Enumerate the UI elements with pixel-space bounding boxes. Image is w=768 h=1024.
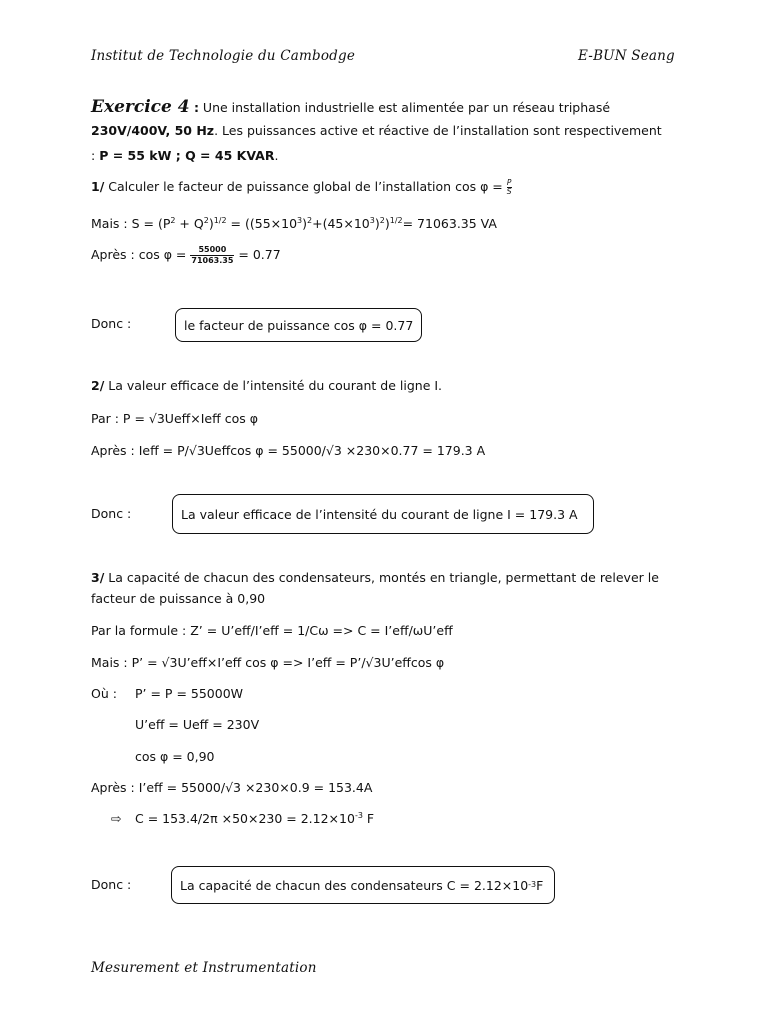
answer-3-text: La capacité de chacun des condensateurs C = 2.12×10 — [180, 877, 529, 893]
fraction-numerator: 55000 — [190, 245, 234, 256]
formula-part: ) — [374, 216, 380, 231]
formula-part: ) — [384, 216, 390, 231]
exponent: 3 — [297, 215, 303, 225]
exercise-intro-line-3 — [91, 148, 278, 163]
network-spec: 230V/400V, 50 Hz — [91, 123, 215, 138]
exponent: 2 — [170, 215, 176, 225]
exercise-title: Exercice 4 — [91, 97, 190, 117]
apparent-power-formula — [91, 216, 497, 231]
question-2 — [91, 378, 442, 393]
power-factor-calc-fraction — [190, 245, 234, 266]
answer-box-2: La valeur efficace de l’intensité du courant de ligne I = 179.3 A — [172, 494, 594, 534]
calculation-result: = 0.77 — [238, 247, 281, 262]
fraction-denominator: 71063.35 — [191, 256, 234, 265]
capacitance-calculation — [135, 811, 374, 826]
fraction-denominator: S — [506, 187, 512, 196]
impedance-formula: Par la formule : Z’ = U’eff/I’eff = 1/Cω => C = I’eff/ωU’eff — [91, 623, 453, 638]
header-author: E-BUN Seang — [578, 48, 675, 64]
formula-part: ) — [208, 216, 214, 231]
formula-result: = 71063.35 VA — [402, 216, 497, 231]
capacitance-unit: F — [362, 811, 375, 826]
question-3-line-1 — [91, 570, 659, 585]
question-3-number: 3/ — [91, 570, 105, 585]
formula-part: ) — [302, 216, 308, 231]
donc-label-2: Donc : — [91, 506, 132, 521]
power-factor-fraction — [507, 179, 512, 196]
question-2-text: La valeur efficace de l’intensité du courant de ligne I. — [104, 378, 443, 393]
fraction-numerator: P — [506, 178, 512, 187]
formula-part: +(45×10 — [312, 216, 370, 231]
exponent: 1/2 — [389, 215, 403, 225]
power-values: P = 55 kW ; Q = 45 KVAR — [99, 148, 275, 163]
header-institution: Institut de Technologie du Cambodge — [91, 48, 356, 64]
formula-part: Mais : S = (P — [91, 216, 171, 231]
exercise-intro-text-2: . Les puissances active et réactive de l’installation sont respectivement — [214, 123, 662, 138]
current-calculation: Après : Ieff = P/√3Ueffcos φ = 55000/√3 ×230×0.77 = 179.3 A — [91, 443, 486, 458]
donc-label-1: Donc : — [91, 316, 132, 331]
power-formula: Par : P = √3Ueff×Ieff cos φ — [91, 411, 258, 426]
where-label: Où : — [91, 686, 117, 701]
question-2-number: 2/ — [91, 378, 105, 393]
exponent: 2 — [307, 215, 313, 225]
answer-box-1: le facteur de puissance cos φ = 0.77 — [175, 308, 422, 342]
intro-prefix: : — [91, 148, 100, 163]
donc-label-3: Donc : — [91, 877, 132, 892]
given-power: P’ = P = 55000W — [135, 686, 244, 701]
exercise-intro-line-2 — [91, 123, 662, 138]
exercise-intro-text-1: Une installation industrielle est alimentée par un réseau triphasé — [198, 100, 611, 115]
calculation-prefix: Après : cos φ = — [91, 247, 187, 262]
formula-part: = ((55×10 — [226, 216, 298, 231]
question-3-line-2: facteur de puissance à 0,90 — [91, 591, 266, 606]
formula-part: + Q — [175, 216, 204, 231]
answer-box-3: La capacité de chacun des condensateurs C = 2.12×10 -3 F — [171, 866, 555, 904]
intro-end: . — [274, 148, 279, 163]
exercise-title-colon: : — [189, 100, 199, 115]
question-1-text: Calculer le facteur de puissance global de l’installation cos φ = — [104, 179, 503, 194]
question-1-number: 1/ — [91, 179, 105, 194]
exponent: 3 — [369, 215, 375, 225]
power-factor-calculation — [91, 245, 281, 266]
exercise-intro-line-1 — [91, 96, 610, 119]
exponent: 2 — [379, 215, 385, 225]
question-1 — [91, 179, 512, 196]
current-formula: Mais : P’ = √3U’eff×I’eff cos φ => I’eff = P’/√3U’effcos φ — [91, 655, 445, 670]
answer-3-unit: F — [536, 877, 544, 893]
capacitance-value: C = 153.4/2π ×50×230 = 2.12×10 — [135, 811, 355, 826]
exponent: -3 — [354, 810, 363, 820]
given-voltage: U’eff = Ueff = 230V — [135, 717, 260, 732]
footer-course-title: Mesurement et Instrumentation — [91, 960, 317, 976]
question-3-text-1: La capacité de chacun des condensateurs, montés en triangle, permettant de relever le — [104, 570, 659, 585]
corrected-current-calculation: Après : I’eff = 55000/√3 ×230×0.9 = 153.4A — [91, 780, 373, 795]
implies-arrow-icon: ⇨ — [111, 811, 122, 826]
given-power-factor: cos φ = 0,90 — [135, 749, 215, 764]
exponent: 1/2 — [213, 215, 227, 225]
exponent: 2 — [203, 215, 209, 225]
